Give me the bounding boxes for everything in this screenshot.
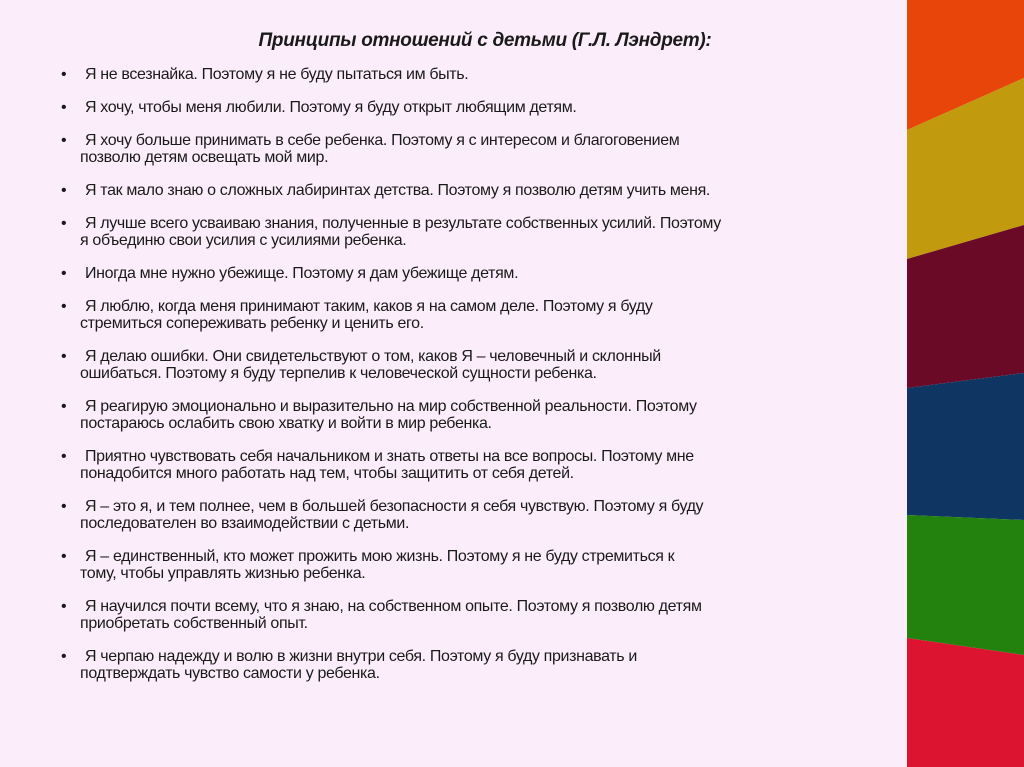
list-item xyxy=(58,548,903,582)
color-stripe-decoration xyxy=(907,0,1024,767)
list-item xyxy=(58,66,903,83)
bullet-icon: • xyxy=(61,215,67,232)
list-item xyxy=(58,132,903,166)
bullet-icon: • xyxy=(61,265,67,282)
item-line-2: понадобится много работать над тем, чтобы защитить от себя детей. xyxy=(80,465,574,482)
bullet-icon: • xyxy=(61,398,67,415)
list-item xyxy=(58,348,903,382)
bullet-icon: • xyxy=(61,448,67,465)
item-line-1: Приятно чувствовать себя начальником и знать ответы на все вопросы. Поэтому мне xyxy=(85,448,694,465)
item-line-1: Я хочу больше принимать в себе ребенка. Поэтому я с интересом и благоговением xyxy=(85,132,680,149)
bullet-icon: • xyxy=(61,99,67,116)
item-line-1: Я реагирую эмоционально и выразительно на мир собственной реальности. Поэтому xyxy=(85,398,697,415)
principles-list xyxy=(58,66,903,698)
list-item xyxy=(58,215,903,249)
item-line-1: Я люблю, когда меня принимают таким, каков я на самом деле. Поэтому я буду xyxy=(85,298,653,315)
list-item xyxy=(58,648,903,682)
list-item xyxy=(58,99,903,116)
item-line-2: постараюсь ослабить свою хватку и войти в мир ребенка. xyxy=(80,415,492,432)
item-line-1: Иногда мне нужно убежище. Поэтому я дам убежище детям. xyxy=(85,265,519,282)
item-line-1: Я не всезнайка. Поэтому я не буду пытаться им быть. xyxy=(85,66,469,83)
item-line-1: Я – это я, и тем полнее, чем в большей безопасности я себя чувствую. Поэтому я буду xyxy=(85,498,704,515)
item-line-1: Я – единственный, кто может прожить мою жизнь. Поэтому я не буду стремиться к xyxy=(85,548,675,565)
stripe-band xyxy=(907,373,1024,520)
bullet-icon: • xyxy=(61,648,67,665)
list-item xyxy=(58,298,903,332)
list-item xyxy=(58,498,903,532)
item-line-1: Я научился почти всему, что я знаю, на собственном опыте. Поэтому я позволю детям xyxy=(85,598,702,615)
bullet-icon: • xyxy=(61,548,67,565)
item-line-1: Я так мало знаю о сложных лабиринтах детства. Поэтому я позволю детям учить меня. xyxy=(85,182,710,199)
item-line-2: позволю детям освещать мой мир. xyxy=(80,149,329,166)
slide-title: Принципы отношений с детьми (Г.Л. Лэндрет): xyxy=(258,30,712,51)
item-line-2: ошибаться. Поэтому я буду терпелив к человеческой сущности ребенка. xyxy=(80,365,597,382)
list-item xyxy=(58,398,903,432)
bullet-icon: • xyxy=(61,132,67,149)
bullet-icon: • xyxy=(61,66,67,83)
bullet-icon: • xyxy=(61,348,67,365)
item-line-2: я объединю свои усилия с усилиями ребенка. xyxy=(80,232,407,249)
list-item xyxy=(58,598,903,632)
stripe-band xyxy=(907,638,1024,767)
item-line-1: Я лучше всего усваиваю знания, полученные в результате собственных усилий. Поэтому xyxy=(85,215,721,232)
item-line-2: приобретать собственный опыт. xyxy=(80,615,308,632)
item-line-2: стремиться сопереживать ребенку и ценить его. xyxy=(80,315,424,332)
list-item xyxy=(58,265,903,282)
item-line-1: Я хочу, чтобы меня любили. Поэтому я буду открыт любящим детям. xyxy=(85,99,577,116)
item-line-2: тому, чтобы управлять жизнью ребенка. xyxy=(80,565,366,582)
bullet-icon: • xyxy=(61,182,67,199)
list-item xyxy=(58,448,903,482)
item-line-1: Я черпаю надежду и волю в жизни внутри себя. Поэтому я буду признавать и xyxy=(85,648,637,665)
bullet-icon: • xyxy=(61,498,67,515)
list-item xyxy=(58,182,903,199)
item-line-2: подтверждать чувство самости у ребенка. xyxy=(80,665,380,682)
item-line-1: Я делаю ошибки. Они свидетельствуют о том, каков Я – человечный и склонный xyxy=(85,348,661,365)
bullet-icon: • xyxy=(61,298,67,315)
bullet-icon: • xyxy=(61,598,67,615)
stripe-band xyxy=(907,515,1024,655)
item-line-2: последователен во взаимодействии с детьми. xyxy=(80,515,410,532)
